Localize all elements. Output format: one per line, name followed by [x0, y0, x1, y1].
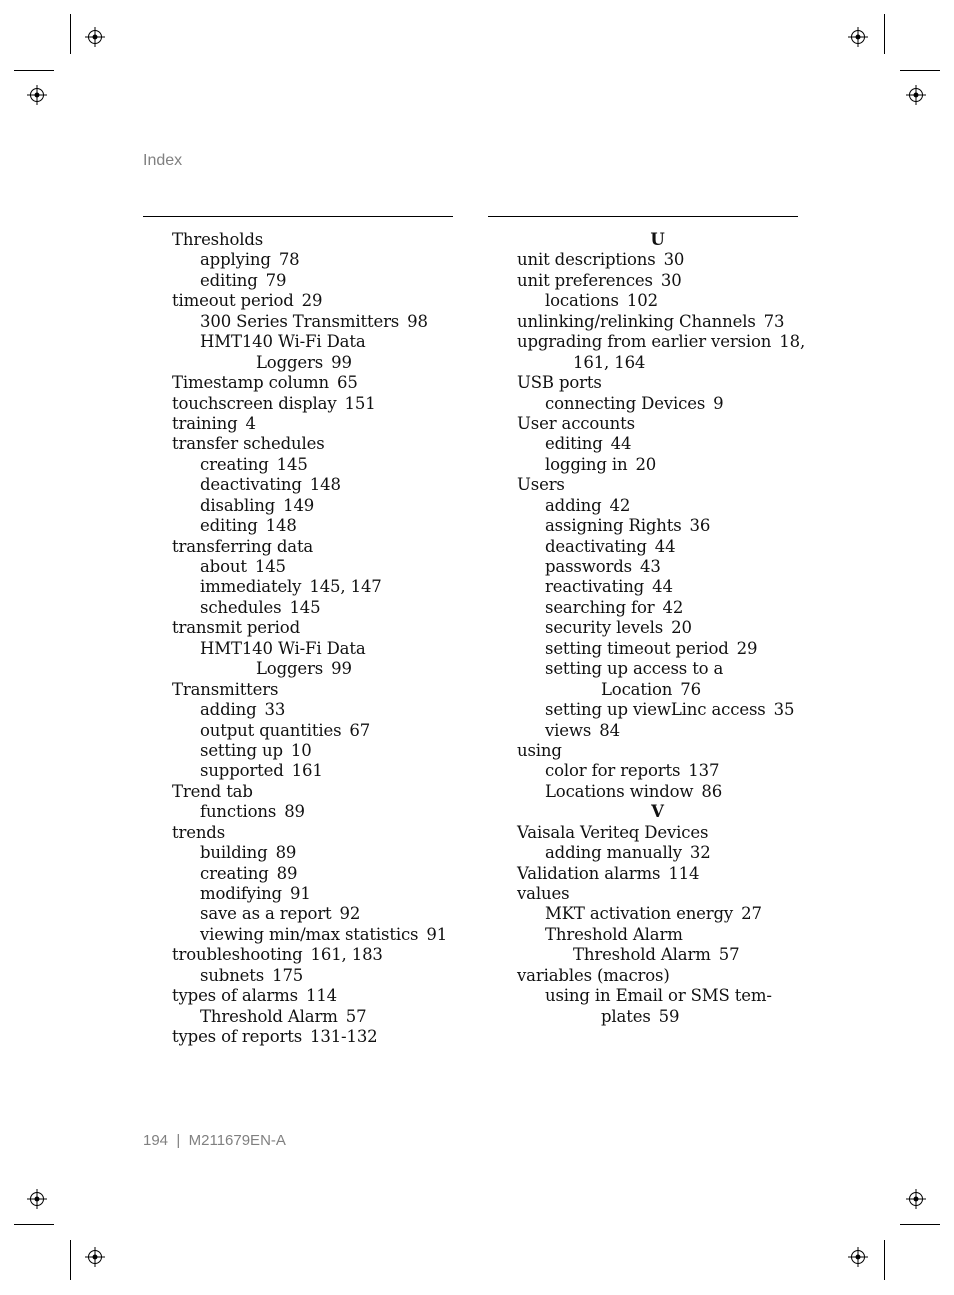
- index-page-ref: 32: [689, 843, 711, 863]
- index-page-ref: 161, 183: [310, 945, 383, 965]
- index-page-ref: 114: [668, 863, 700, 883]
- index-entry: [517, 823, 798, 843]
- index-entry: [172, 802, 457, 822]
- index-term: searching for: [545, 597, 655, 617]
- index-entry: [517, 864, 798, 884]
- index-entry: [172, 864, 457, 884]
- crop-mark: [900, 1224, 940, 1225]
- index-entry: [517, 496, 798, 516]
- index-entry: [172, 966, 457, 986]
- index-page-ref: 36: [689, 516, 711, 536]
- index-term: using in Email or SMS tem-: [545, 986, 772, 1006]
- crop-mark: [900, 70, 940, 71]
- index-term: unit preferences: [517, 270, 653, 290]
- index-page-ref: 44: [652, 577, 673, 597]
- index-entry: [172, 761, 457, 781]
- index-page-ref: 84: [599, 720, 620, 740]
- crop-mark: [70, 14, 71, 54]
- index-page-ref: 92: [339, 904, 361, 924]
- index-term: Threshold Alarm: [200, 1006, 338, 1026]
- index-entry: [172, 618, 457, 638]
- index-entry: [172, 250, 457, 270]
- footer-separator: |: [176, 1132, 181, 1149]
- index-term: connecting Devices: [545, 393, 706, 413]
- index-term: plates: [601, 1006, 651, 1026]
- index-entry: [172, 557, 457, 577]
- index-term: Locations window: [545, 781, 694, 801]
- index-entry: [517, 434, 798, 454]
- index-term: deactivating: [545, 536, 647, 556]
- index-term: deactivating: [200, 475, 302, 495]
- index-page-ref: 99: [331, 352, 352, 372]
- index-entry: [172, 659, 457, 679]
- index-term: training: [172, 413, 238, 433]
- index-term: MKT activation energy: [545, 904, 734, 924]
- index-entry: [517, 639, 798, 659]
- index-entry: [517, 925, 798, 945]
- index-term: Loggers: [256, 659, 324, 679]
- index-entry: [517, 353, 798, 373]
- index-entry: [517, 721, 798, 741]
- index-entry: [517, 332, 806, 352]
- index-entry: [517, 700, 798, 720]
- index-entry: [172, 986, 457, 1006]
- index-page-ref: 18,: [779, 332, 806, 352]
- index-entry: [172, 598, 457, 618]
- index-page-ref: 59: [658, 1006, 680, 1026]
- index-term: setting up: [200, 740, 283, 760]
- index-entry: [517, 557, 798, 577]
- index-page-ref: 76: [680, 679, 701, 699]
- index-term: 300 Series Transmitters: [200, 311, 400, 331]
- index-page-ref: 98: [407, 311, 428, 331]
- index-entry: [517, 373, 798, 393]
- index-page-ref: 102: [626, 291, 658, 311]
- crop-mark: [14, 70, 54, 71]
- index-entry: [517, 945, 798, 965]
- index-page-ref: 145: [254, 557, 286, 576]
- index-entry: [517, 904, 798, 924]
- index-term: types of reports: [172, 1027, 303, 1047]
- index-page-ref: 175: [272, 965, 304, 985]
- index-term: Trend tab: [172, 781, 253, 801]
- index-page-ref: 29: [301, 291, 323, 311]
- index-entry: [172, 516, 457, 536]
- index-entry: [517, 516, 798, 536]
- index-entry: [517, 741, 798, 761]
- index-entry: [172, 312, 457, 332]
- index-term: transmit period: [172, 618, 300, 638]
- registration-mark-icon: [906, 85, 926, 105]
- index-entry: [172, 945, 457, 965]
- index-entry: [517, 843, 798, 863]
- registration-mark-icon: [848, 1247, 868, 1267]
- index-term: Timestamp column: [172, 373, 330, 393]
- index-entry: [517, 577, 798, 597]
- crop-mark: [884, 14, 885, 54]
- index-entry: [172, 925, 457, 945]
- index-page-ref: 148: [309, 475, 341, 495]
- index-term: using: [517, 740, 562, 760]
- index-page-ref: 42: [662, 597, 684, 617]
- index-term: functions: [200, 802, 277, 822]
- index-page-ref: 161: [291, 761, 323, 781]
- index-page-ref: 149: [283, 495, 315, 515]
- index-term: setting up viewLinc access: [545, 700, 766, 720]
- index-page-ref: 78: [278, 250, 300, 270]
- index-term: troubleshooting: [172, 945, 303, 965]
- index-term: logging in: [545, 454, 628, 474]
- index-section-letter: V: [651, 802, 664, 822]
- index-entry: [172, 741, 457, 761]
- index-page-ref: 20: [635, 454, 657, 474]
- index-term: adding manually: [545, 843, 682, 863]
- index-term: types of alarms: [172, 986, 298, 1006]
- index-entry: [517, 598, 798, 618]
- index-left-column: [172, 230, 457, 1048]
- index-entry: [517, 475, 798, 495]
- index-entry: [172, 700, 457, 720]
- index-entry: [517, 455, 798, 475]
- index-entry: [172, 884, 457, 904]
- registration-mark-icon: [27, 85, 47, 105]
- index-page-ref: 20: [671, 618, 692, 638]
- index-page-ref: 145: [276, 454, 308, 474]
- index-entry: [517, 761, 798, 781]
- index-entry: [172, 332, 457, 352]
- index-entry: [172, 680, 457, 700]
- index-right-column: [517, 230, 806, 1027]
- index-entry: [172, 475, 457, 495]
- index-page-ref: 29: [736, 638, 758, 658]
- index-entry: [172, 1027, 457, 1047]
- registration-mark-icon: [85, 1247, 105, 1267]
- index-term: Location: [601, 679, 673, 699]
- index-page-ref: 91: [426, 924, 448, 944]
- index-term: passwords: [545, 557, 632, 576]
- index-term: setting up access to a: [545, 659, 724, 679]
- index-page-ref: 57: [345, 1006, 367, 1026]
- index-term: assigning Rights: [545, 516, 682, 536]
- index-page-ref: 67: [349, 720, 371, 740]
- index-entry: [517, 394, 798, 414]
- index-term: modifying: [200, 884, 282, 903]
- index-term: adding: [545, 495, 602, 515]
- index-entry: [517, 884, 798, 904]
- index-term: upgrading from earlier version: [517, 332, 772, 352]
- index-entry: [517, 537, 798, 557]
- index-term: schedules: [200, 597, 282, 617]
- index-page-ref: 145, 147: [309, 577, 382, 597]
- index-page-ref: 42: [609, 495, 631, 515]
- crop-mark: [884, 1240, 885, 1280]
- index-entry: [172, 537, 457, 557]
- registration-mark-icon: [85, 27, 105, 47]
- index-entry: [517, 291, 798, 311]
- index-term: building: [200, 843, 268, 863]
- index-page-ref: 89: [275, 843, 297, 863]
- index-entry: [172, 823, 457, 843]
- index-entry: [517, 782, 798, 802]
- index-term: Loggers: [256, 352, 324, 372]
- index-entry: [172, 230, 457, 250]
- index-term: USB ports: [517, 373, 602, 393]
- index-page-ref: 148: [265, 516, 297, 536]
- index-page-ref: 131-132: [310, 1027, 378, 1047]
- document-code: M211679EN-A: [188, 1132, 286, 1149]
- index-term: views: [545, 720, 592, 740]
- index-term: Validation alarms: [517, 863, 661, 883]
- index-entry: [517, 986, 798, 1006]
- index-entry: [517, 680, 798, 700]
- index-entry: [517, 250, 798, 270]
- index-term: output quantities: [200, 720, 342, 740]
- index-term: reactivating: [545, 577, 645, 597]
- index-term: supported: [200, 761, 284, 781]
- index-page-ref: 33: [264, 700, 286, 720]
- index-page-ref: 151: [344, 393, 376, 413]
- index-page-ref: 30: [663, 250, 685, 270]
- index-entry: [517, 271, 798, 291]
- index-entry: [172, 455, 457, 475]
- index-term: 161, 164: [573, 352, 646, 372]
- index-page-ref: 27: [741, 904, 762, 924]
- index-term: HMT140 Wi-Fi Data: [200, 638, 366, 658]
- index-entry: [517, 659, 798, 679]
- index-term: Thresholds: [172, 230, 264, 249]
- page-footer: [143, 1132, 286, 1149]
- index-entry: [172, 353, 457, 373]
- index-page-ref: 86: [701, 781, 723, 801]
- index-entry: [172, 394, 457, 414]
- index-term: subnets: [200, 965, 265, 985]
- index-page-ref: 137: [688, 761, 720, 781]
- index-entry: [172, 434, 457, 454]
- right-column-rule: [488, 216, 798, 217]
- index-page-ref: 4: [245, 413, 256, 433]
- crop-mark: [70, 1240, 71, 1280]
- registration-mark-icon: [848, 27, 868, 47]
- index-page-ref: 44: [610, 434, 632, 454]
- index-entry: [517, 312, 798, 332]
- index-page-ref: 114: [305, 986, 338, 1006]
- running-header: Index: [143, 152, 183, 169]
- left-column-rule: [143, 216, 453, 217]
- index-term: applying: [200, 250, 271, 270]
- index-term: immediately: [200, 577, 302, 597]
- index-term: security levels: [545, 618, 664, 638]
- index-term: transferring data: [172, 536, 314, 556]
- index-term: Vaisala Veriteq Devices: [517, 822, 709, 842]
- index-page-ref: 99: [331, 659, 352, 679]
- index-term: unlinking/relinking Channels: [517, 311, 756, 331]
- index-term: editing: [200, 270, 258, 290]
- index-term: values: [517, 884, 570, 903]
- index-entry: [172, 904, 457, 924]
- index-page-ref: 79: [265, 270, 287, 290]
- index-entry: [172, 373, 457, 393]
- index-page-ref: 35: [773, 700, 795, 720]
- index-page-ref: 65: [337, 373, 358, 393]
- index-page-ref: 145: [289, 597, 321, 617]
- index-term: touchscreen display: [172, 393, 337, 413]
- index-entry: [517, 966, 798, 986]
- index-term: Transmitters: [172, 679, 279, 699]
- registration-mark-icon: [27, 1189, 47, 1209]
- index-term: creating: [200, 863, 269, 883]
- index-term: disabling: [200, 495, 276, 515]
- index-term: editing: [545, 434, 603, 454]
- index-term: HMT140 Wi-Fi Data: [200, 332, 366, 352]
- index-section-letter: U: [650, 230, 665, 249]
- index-entry: [517, 414, 798, 434]
- index-term: adding: [200, 700, 257, 720]
- index-page-ref: 89: [284, 802, 305, 822]
- index-page-ref: 89: [276, 863, 298, 883]
- index-page-ref: 10: [290, 740, 312, 760]
- index-entry: [172, 414, 457, 434]
- index-entry: [172, 291, 457, 311]
- index-entry: [172, 843, 457, 863]
- index-term: setting timeout period: [545, 638, 729, 658]
- index-page-ref: 43: [639, 557, 661, 576]
- page-number: 194: [143, 1132, 169, 1149]
- index-term: locations: [545, 291, 619, 311]
- index-page-ref: 57: [718, 945, 740, 965]
- index-term: timeout period: [172, 291, 294, 311]
- index-term: Threshold Alarm: [573, 945, 711, 965]
- index-page-ref: 44: [654, 536, 676, 556]
- index-entry: [172, 271, 457, 291]
- index-term: save as a report: [200, 904, 332, 924]
- index-page-ref: 9: [713, 393, 724, 413]
- index-page-ref: 30: [660, 270, 682, 290]
- index-term: transfer schedules: [172, 434, 325, 454]
- index-entry: [172, 721, 457, 741]
- index-entry: [172, 496, 457, 516]
- index-page-ref: 73: [763, 311, 785, 331]
- index-term: User accounts: [517, 413, 635, 433]
- index-entry: [517, 1007, 798, 1027]
- index-term: viewing min/max statistics: [200, 924, 419, 944]
- index-entry: [172, 782, 457, 802]
- index-term: about: [200, 557, 247, 576]
- index-term: variables (macros): [517, 965, 670, 985]
- index-entry: [517, 618, 798, 638]
- crop-mark: [14, 1224, 54, 1225]
- index-term: Threshold Alarm: [545, 924, 683, 944]
- index-term: color for reports: [545, 761, 681, 781]
- index-entry: [172, 577, 457, 597]
- registration-mark-icon: [906, 1189, 926, 1209]
- index-term: editing: [200, 516, 258, 536]
- index-term: Users: [517, 475, 565, 495]
- index-entry: [172, 1007, 457, 1027]
- index-page-ref: 91: [289, 884, 311, 903]
- index-term: creating: [200, 454, 269, 474]
- index-entry: [172, 639, 457, 659]
- index-term: trends: [172, 822, 226, 842]
- index-term: unit descriptions: [517, 250, 656, 270]
